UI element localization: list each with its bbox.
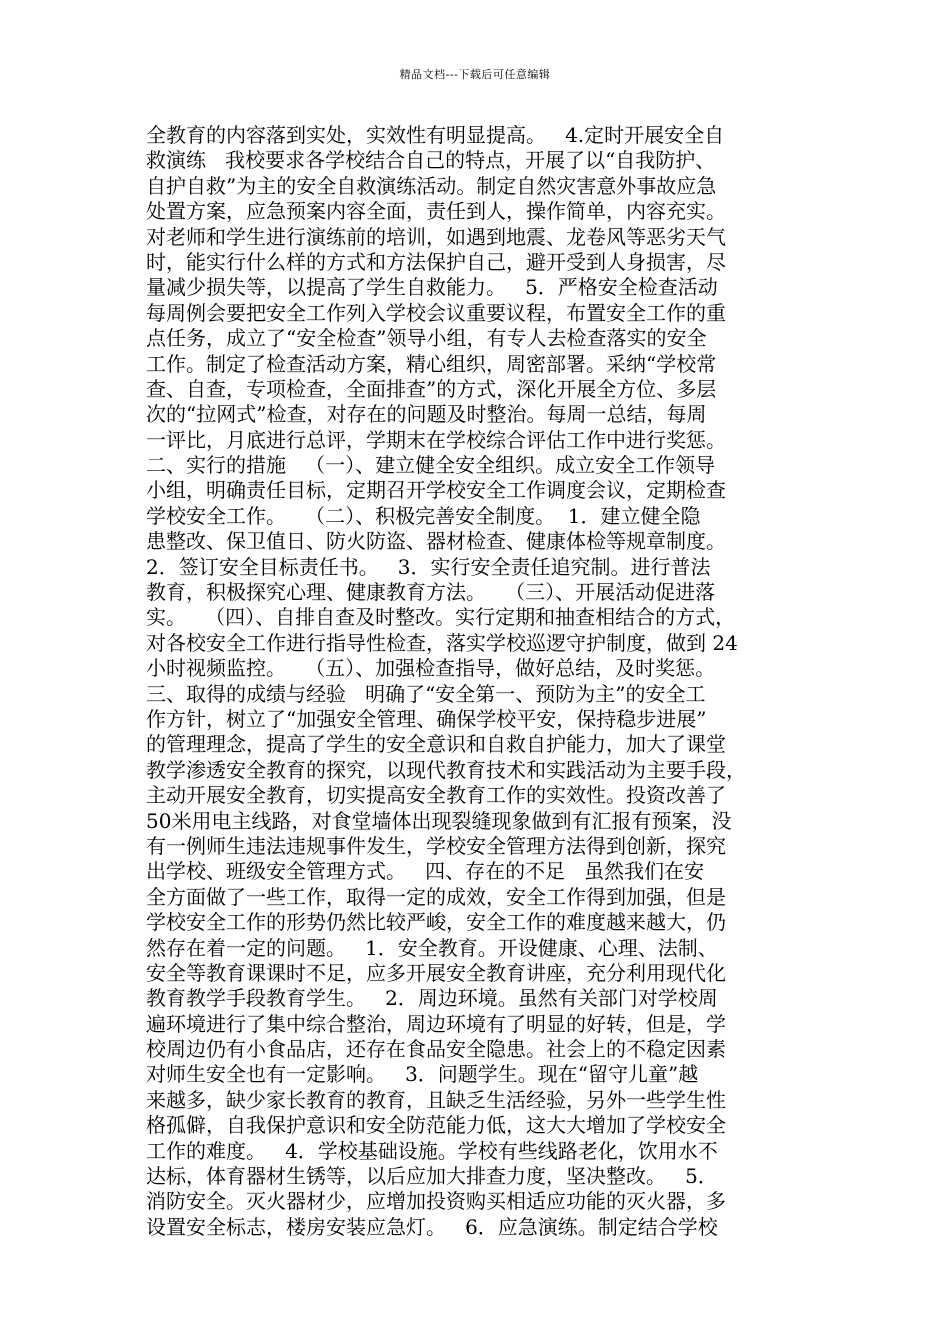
text-line: 50米用电主线路，对食堂墙体出现裂缝现象做到有汇报有预案，没 [146, 808, 732, 833]
text-line: 教育教学手段教育学生。 2．周边环境。虽然有关部门对学校周 [146, 986, 718, 1011]
text-line: 对各校安全工作进行指导性检查，落实学校巡逻守护制度，做到 24 [146, 630, 738, 655]
text-line: 自护自救”为主的安全自救演练活动。制定自然灾害意外事故应急 [146, 173, 717, 198]
text-line: 小组，明确责任目标，定期召开学校安全工作调度会议，定期检查 [146, 478, 726, 503]
text-line: 主动开展安全教育，切实提高安全教育工作的实效性。投资改善了 [146, 783, 726, 808]
text-line: 全方面做了一些工作，取得一定的成效，安全工作得到加强，但是 [146, 884, 726, 909]
text-line: 救演练 我校要求各学校结合自己的特点，开展了以“自我防护、 [146, 148, 716, 173]
text-line: 格孤僻，自我保护意识和安全防范能力低，这大大增加了学校安全 [146, 1113, 726, 1138]
text-line: 遍环境进行了集中综合整治，周边环境有了明显的好转，但是，学 [146, 1011, 726, 1036]
text-line: 校周边仍有小食品店，还存在食品安全隐患。社会上的不稳定因素 [146, 1037, 726, 1062]
text-line: 消防安全。灭火器材少，应增加投资购买相适应功能的灭火器，多 [146, 1189, 726, 1214]
text-line: 2．签订安全目标责任书。 3．实行安全责任追究制。进行普法 [146, 554, 711, 579]
text-line: 患整改、保卫值日、防火防盗、器材检查、健康体检等规章制度。 [146, 529, 726, 554]
text-line: 二、实行的措施 （一）、建立健全安全组织。成立安全工作领导 [146, 453, 716, 478]
text-line: 量减少损失等，以提高了学生自救能力。 5．严格安全检查活动 [146, 275, 718, 300]
text-line: 作方针，树立了“加强安全管理、确保学校平安，保持稳步进展” [146, 706, 707, 731]
text-line: 小时视频监控。 （五）、加强检查指导，做好总结，及时奖惩。 [146, 656, 716, 681]
text-line: 三、取得的成绩与经验 明确了“安全第一、预防为主”的安全工 [146, 681, 706, 706]
text-line: 工作。制定了检查活动方案，精心组织，周密部署。采纳“学校常 [146, 351, 717, 376]
text-line: 出学校、班级安全管理方式。 四、存在的不足 虽然我们在安 [146, 859, 705, 884]
body-text [146, 123, 814, 1240]
text-line: 对师生安全也有一定影响。 3．问题学生。现在“留守儿童”越 [146, 1062, 699, 1087]
text-line: 一评比，月底进行总评，学期末在学校综合评估工作中进行奖惩。 [146, 427, 726, 452]
text-line: 每周例会要把安全工作列入学校会议重要议程，布置安全工作的重 [146, 300, 726, 325]
text-line: 查、自查，专项检查，全面排查”的方式，深化开展全方位、多层 [146, 376, 717, 401]
text-line: 实。 （四）、自排自查及时整改。实行定期和抽查相结合的方式， [146, 605, 736, 630]
text-line: 然存在着一定的问题。 1．安全教育。开设健康、心理、法制、 [146, 935, 718, 960]
text-line: 学校安全工作的形势仍然比较严峻，安全工作的难度越来越大，仍 [146, 910, 726, 935]
text-line: 来越多，缺少家长教育的教育，且缺乏生活经验，另外一些学生性 [146, 1087, 726, 1112]
text-line: 对老师和学生进行演练前的培训，如遇到地震、龙卷风等恶劣天气 [146, 224, 726, 249]
text-line: 点任务，成立了“安全检查”领导小组，有专人去检查落实的安全 [146, 326, 707, 351]
text-line: 时，能实行什么样的方式和方法保护自己，避开受到人身损害，尽 [146, 249, 726, 274]
text-line: 安全等教育课课时不足，应多开展安全教育讲座，充分利用现代化 [146, 960, 726, 985]
text-line: 处置方案，应急预案内容全面，责任到人，操作简单，内容充实。 [146, 199, 726, 224]
text-line: 达标，体育器材生锈等，以后应加大排查力度，坚决整改。 5． [146, 1164, 718, 1189]
page-header: 精品文档---下载后可任意编辑 [399, 68, 551, 81]
text-line: 有一例师生违法违规事件发生，学校安全管理方法得到创新，探究 [146, 833, 726, 858]
text-line: 教育，积极探究心理、健康教育方法。 （三）、开展活动促进落 [146, 580, 716, 605]
text-line: 的管理理念，提高了学生的安全意识和自救自护能力，加大了课堂 [146, 732, 726, 757]
text-line: 学校安全工作。 （二）、积极完善安全制度。 1．建立健全隐 [146, 503, 701, 528]
text-line: 教学渗透安全教育的探究，以现代教育技术和实践活动为主要手段， [146, 757, 746, 782]
text-line: 设置安全标志，楼房安装应急灯。 6．应急演练。制定结合学校 [146, 1214, 718, 1239]
text-line: 工作的难度。 4．学校基础设施。学校有些线路老化，饮用水不 [146, 1138, 718, 1163]
text-line: 次的“拉网式”检查，对存在的问题及时整治。每周一总结，每周 [146, 402, 707, 427]
text-line: 全教育的内容落到实处，实效性有明显提高。 4.定时开展安全自 [146, 123, 725, 147]
